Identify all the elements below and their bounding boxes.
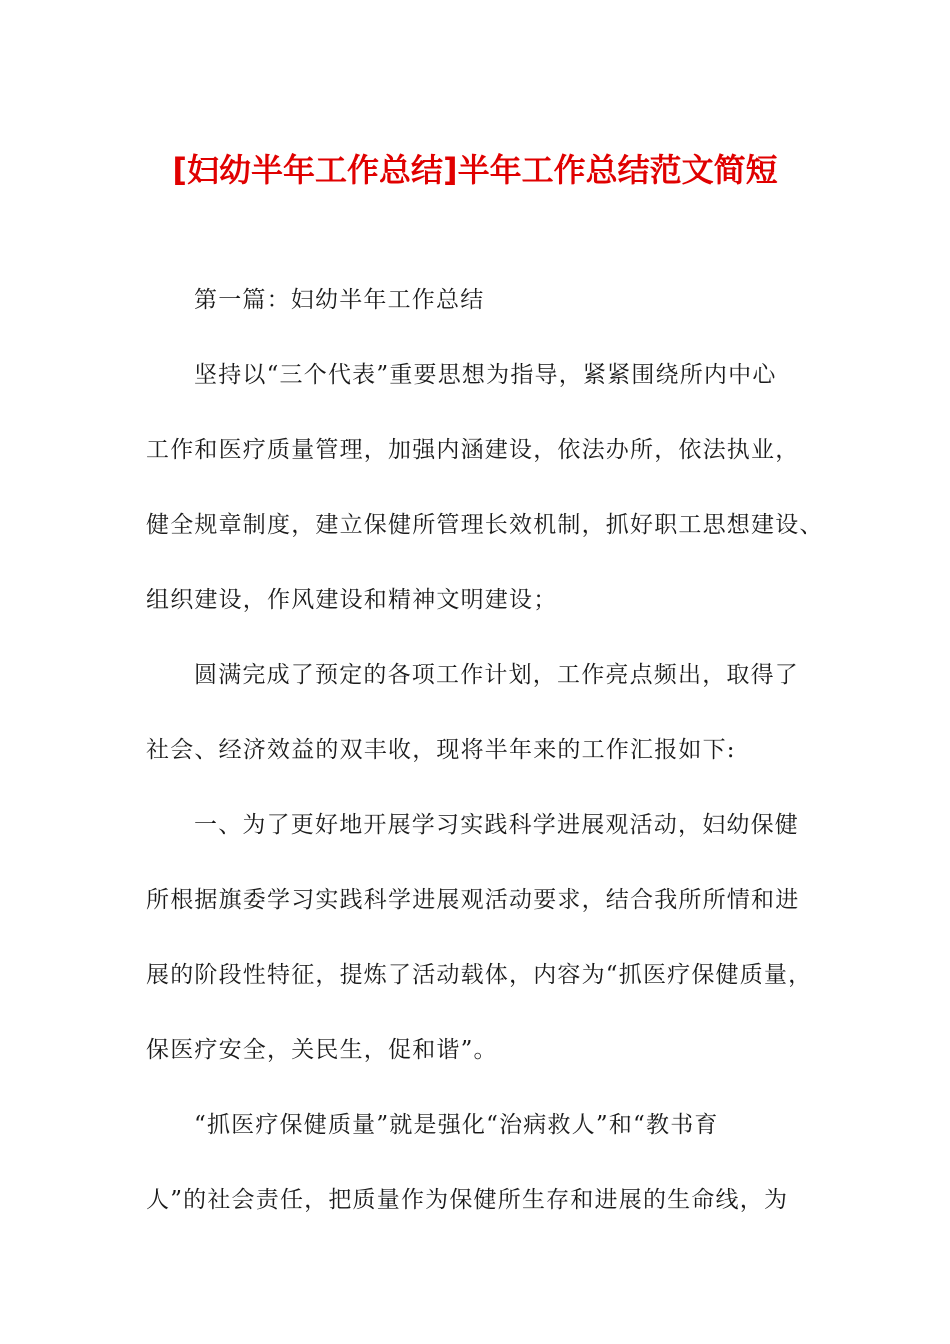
paragraph-line: 组织建设，作风建设和精神文明建设； — [146, 587, 558, 613]
paragraph-line: 一、为了更好地开展学习实践科学进展观活动，妇幼保健 — [194, 812, 799, 838]
paragraph-line: 工作和医疗质量管理，加强内涵建设，依法办所，依法执业， — [146, 437, 800, 463]
paragraph-line: 人”的社会责任，把质量作为保健所生存和进展的生命线，为 — [146, 1187, 789, 1213]
paragraph-line: 保医疗安全，关民生，促和谐”。 — [146, 1037, 498, 1063]
section-heading: 第一篇：妇幼半年工作总结 — [194, 287, 485, 313]
paragraph-line: 社会、经济效益的双丰收，现将半年来的工作汇报如下: — [146, 737, 736, 763]
paragraph-line: 展的阶段性特征，提炼了活动载体，内容为“抓医疗保健质量， — [146, 962, 813, 988]
paragraph-line: 圆满完成了预定的各项工作计划，工作亮点频出，取得了 — [194, 662, 799, 688]
paragraph-line: “抓医疗保健质量”就是强化“治病救人”和“教书育 — [194, 1112, 719, 1138]
paragraph-line: 所根据旗委学习实践科学进展观活动要求，结合我所所情和进 — [146, 887, 800, 913]
paragraph-line: 健全规章制度，建立保健所管理长效机制，抓好职工思想建设、 — [146, 512, 824, 538]
paragraph-line: 坚持以“三个代表”重要思想为指导，紧紧围绕所内中心 — [194, 362, 777, 388]
document-title: [妇幼半年工作总结]半年工作总结范文简短 — [172, 151, 778, 189]
